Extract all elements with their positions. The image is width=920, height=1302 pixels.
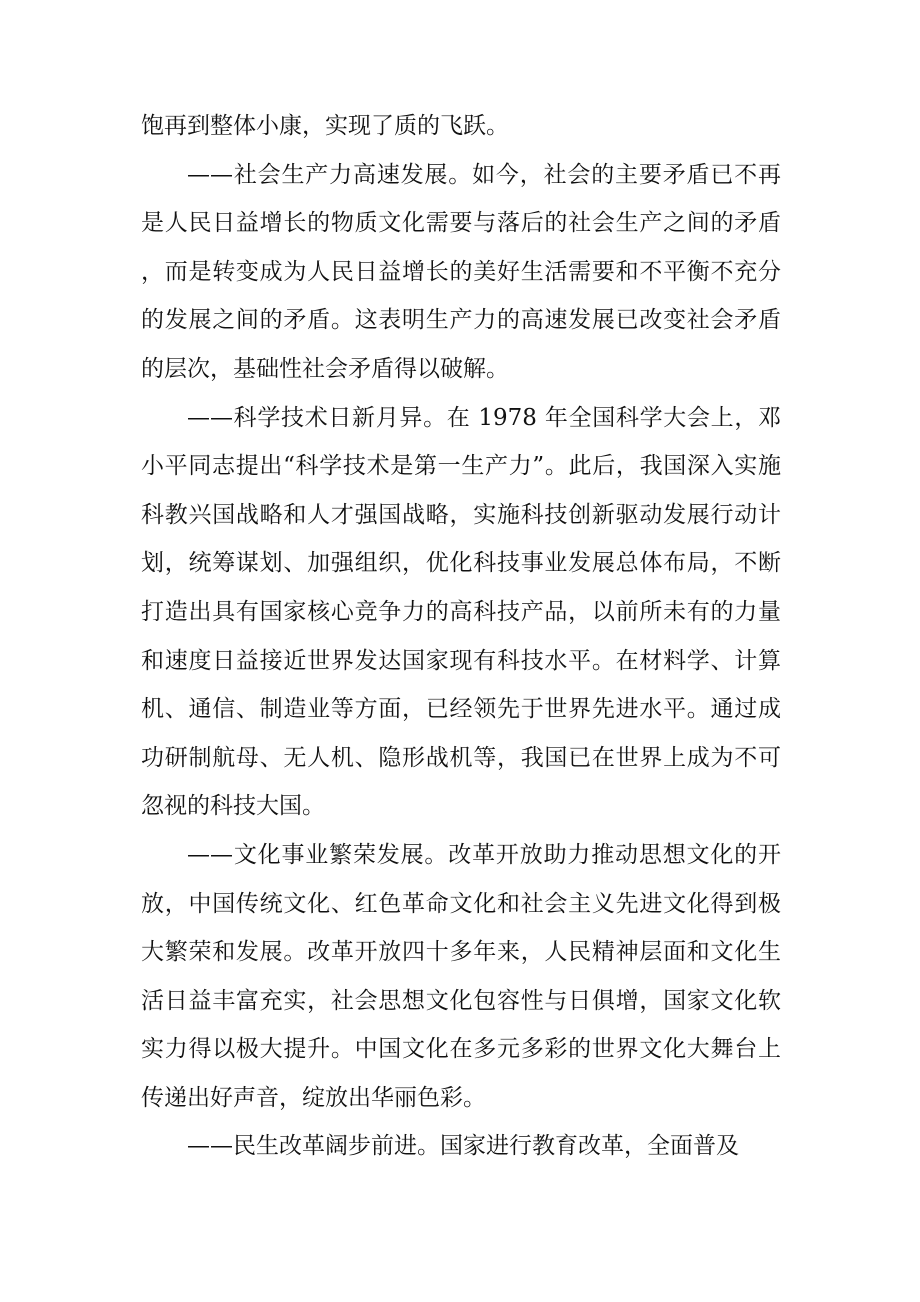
paragraph-culture: ——文化事业繁荣发展。改革开放助力推动思想文化的开放，中国传统文化、红色革命文化和社会主义先进文化得到极大繁荣和发展。改革开放四十多年来，人民精神层面和文化生活日益丰富充实，社会思想文化包容性与日俱增，国家文化软实力得以极大提升。中国文化在多元多彩的世界文化大舞台上传递出好声音，绽放出华丽色彩。 <box>141 841 781 1111</box>
document-body <box>141 102 781 1171</box>
paragraph-continuation: 饱再到整体小康，实现了质的飞跃。 <box>141 113 509 139</box>
paragraph-livelihood: ——民生改革阔步前进。国家进行教育改革，全面普及 <box>187 1133 739 1160</box>
paragraph-productivity: ——社会生产力高速发展。如今，社会的主要矛盾已不再是人民日益增长的物质文化需要与落后的社会生产之间的矛盾，而是转变成为人民日益增长的美好生活需要和不平衡不充分的发展之间的矛盾。这表明生产力的高速发展已改变社会矛盾的层次，基础性社会矛盾得以破解。 <box>141 161 781 382</box>
paragraph-science-technology: ——科学技术日新月异。在 1978 年全国科学大会上，邓小平同志提出“科学技术是第一生产力”。此后，我国深入实施科教兴国战略和人才强国战略，实施科技创新驱动发展行动计划，统筹谋划、加强组织，优化科技事业发展总体布局，不断打造出具有国家核心竞争力的高科技产品，以前所未有的力量和速度日益接近世界发达国家现有科技水平。在材料学、计算机、通信、制造业等方面，已经领先于世界先进水平。通过成功研制航母、无人机、隐形战机等，我国已在世界上成为不可忽视的科技大国。 <box>141 404 781 820</box>
